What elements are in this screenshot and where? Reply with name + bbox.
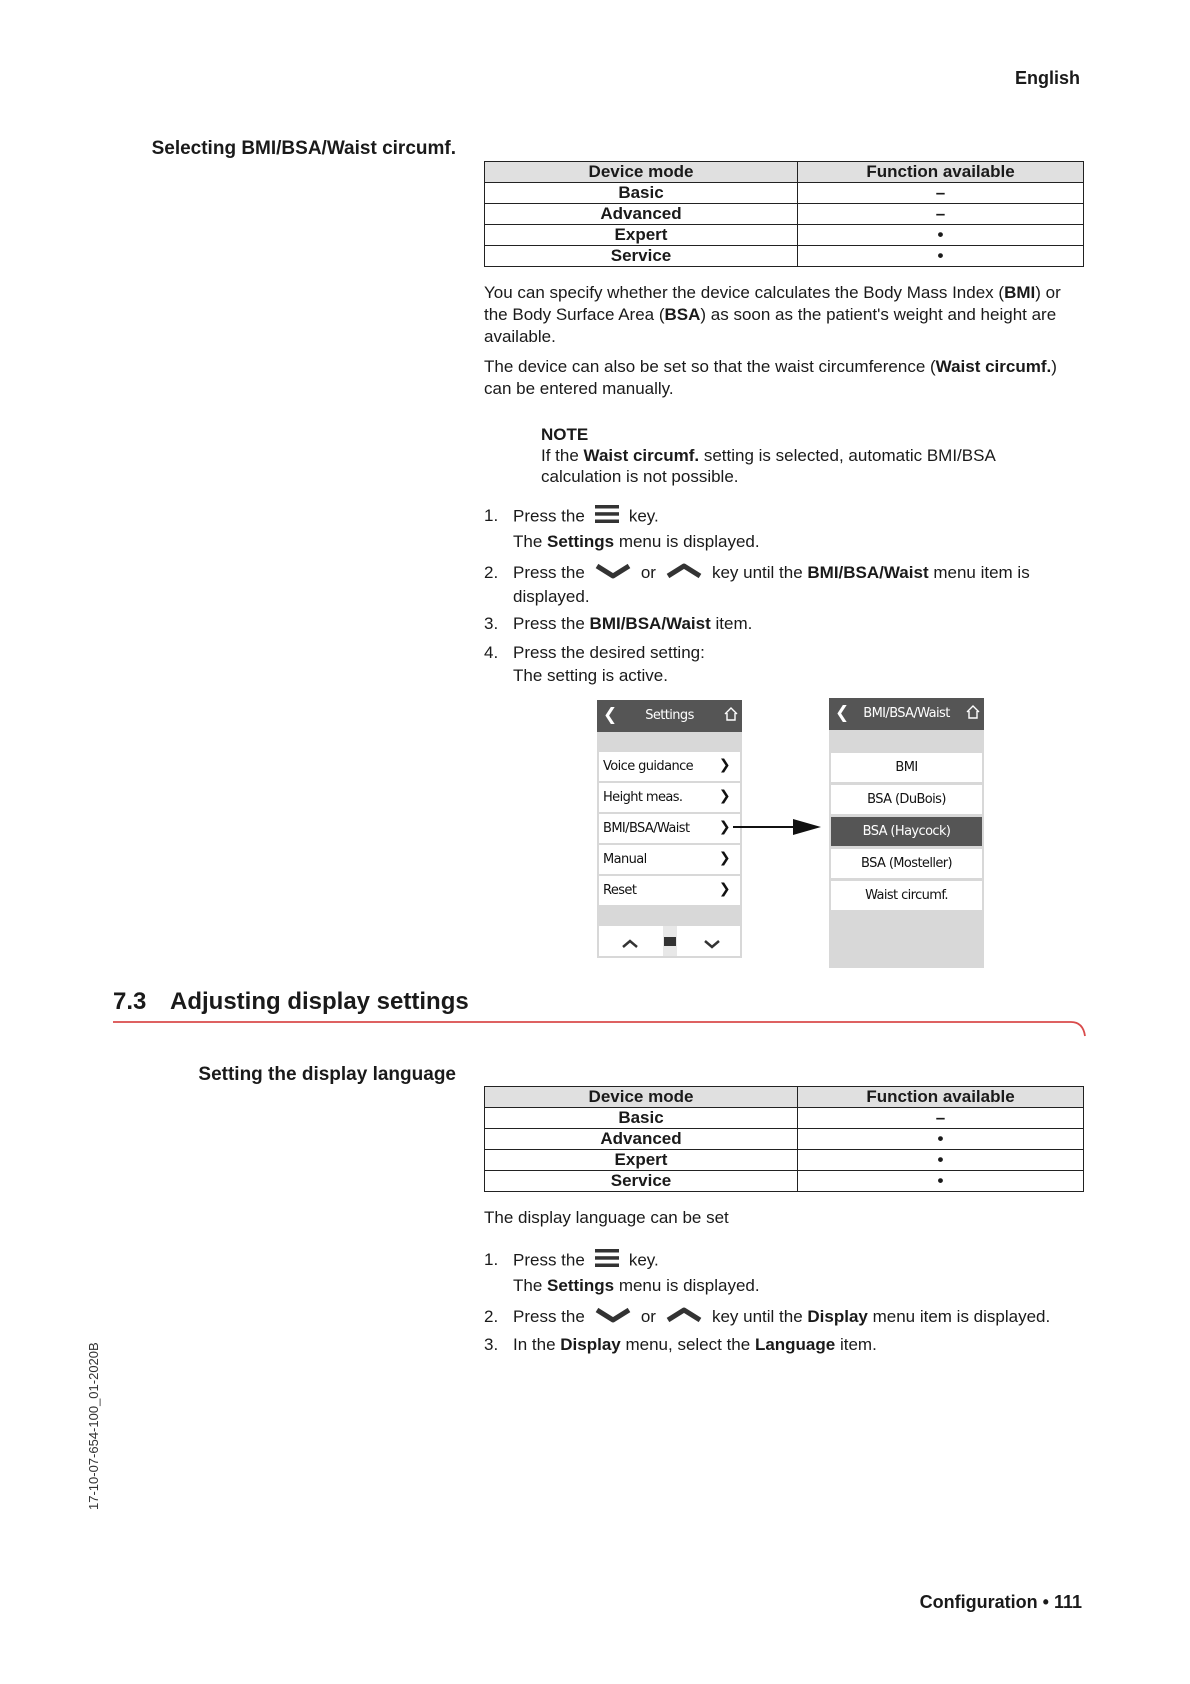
cell-mode: Advanced [485, 204, 798, 225]
device-mode-table-1 [484, 161, 1084, 267]
menu-item-label: Height meas. [603, 790, 683, 805]
text-bold: Language [754, 1335, 836, 1354]
menu-item-label: BMI/BSA/Waist [603, 821, 690, 836]
language-label: English [1014, 68, 1080, 88]
text: Press the [513, 1250, 585, 1270]
table-row [485, 1171, 1084, 1192]
step-number: 1. [484, 506, 499, 525]
settings-screen [597, 700, 742, 958]
scroll-up-icon[interactable] [621, 934, 639, 953]
table-row [485, 204, 1084, 225]
text: or [640, 1307, 656, 1326]
cell-mode: Basic [485, 1108, 798, 1129]
menu-item-manual[interactable] [599, 845, 740, 874]
table-row [485, 183, 1084, 204]
note-box [541, 424, 1061, 487]
text: key until the [711, 563, 808, 582]
text-bold: BMI/BSA/Waist [589, 614, 711, 633]
text: menu is displayed. [614, 1276, 760, 1295]
text: The setting is active. [513, 666, 668, 685]
text: ) can be entered manually. [484, 357, 1057, 398]
text-bold: Waist circumf. [935, 357, 1052, 376]
option-waist-circumf[interactable]: Waist circumf. [831, 881, 982, 910]
step-number: 4. [484, 643, 499, 662]
cell-mode: Basic [485, 183, 798, 204]
language-description: The display language can be set [484, 1208, 729, 1227]
menu-item-label: Manual [603, 852, 647, 867]
table-header-row [485, 1087, 1084, 1108]
page-footer: Configuration • 111 [919, 1592, 1082, 1612]
menu-icon [595, 504, 619, 530]
home-icon[interactable] [966, 705, 980, 723]
cell-mode: Expert [485, 1150, 798, 1171]
text: key until the [711, 1307, 808, 1326]
text: Press the [513, 1307, 585, 1326]
chevron-down-icon [595, 1306, 631, 1329]
text: key. [628, 506, 659, 526]
note-title: NOTE [541, 425, 589, 444]
cell-avail: • [798, 246, 1084, 267]
arrow-icon [733, 819, 823, 835]
cell-mode: Service [485, 246, 798, 267]
cell-mode: Advanced [485, 1129, 798, 1150]
screen-header [829, 698, 984, 730]
chevron-right-icon: ❯ [718, 757, 730, 773]
menu-item-height-meas[interactable] [599, 783, 740, 812]
col-header-function: Function available [798, 162, 1084, 183]
scroll-thumb[interactable] [664, 937, 676, 946]
section-title-language: Setting the display language [198, 1064, 456, 1085]
back-icon[interactable]: ❮ [603, 705, 617, 725]
menu-item-bmi-bsa-waist[interactable] [599, 814, 740, 843]
step-number: 3. [484, 1335, 499, 1354]
document-code: 17-10-07-654-100_01-2020B [86, 1342, 101, 1510]
text-bold: Waist circumf. [583, 446, 700, 465]
cell-avail: • [798, 1171, 1084, 1192]
chevron-up-icon [666, 562, 702, 585]
text: menu item is displayed. [867, 1307, 1051, 1326]
text-bold: Display [560, 1335, 621, 1354]
text: You can specify whether the device calculates the Body Mass Index ( [484, 283, 1005, 302]
step-3 [484, 1333, 1094, 1356]
text: item. [710, 614, 753, 633]
screen-title: BMI/BSA/Waist [863, 706, 950, 721]
text: Press the [513, 506, 585, 526]
text: Press the [513, 614, 590, 633]
option-bsa-dubois[interactable]: BSA (DuBois) [831, 785, 982, 814]
cell-avail: • [798, 1150, 1084, 1171]
cell-avail: – [798, 183, 1084, 204]
text: Press the [513, 563, 585, 582]
cell-avail: – [798, 1108, 1084, 1129]
scroll-bar [599, 926, 740, 956]
step-2 [484, 1305, 1094, 1329]
chevron-right-icon: ❯ [718, 788, 730, 804]
step-1 [484, 1248, 1094, 1297]
text: menu is displayed. [614, 532, 760, 551]
menu-item-label: Reset [603, 883, 637, 898]
table-row [485, 1129, 1084, 1150]
cell-mode: Expert [485, 225, 798, 246]
scroll-down-icon[interactable] [703, 934, 721, 953]
menu-icon [595, 1248, 619, 1274]
text: item. [835, 1335, 877, 1354]
step-4 [484, 641, 1094, 687]
text-bold: BMI [1004, 283, 1036, 302]
bmi-bsa-waist-screen [829, 698, 984, 968]
table-row [485, 225, 1084, 246]
chevron-right-icon: ❯ [718, 850, 730, 866]
step-number: 2. [484, 1307, 499, 1326]
text: The [513, 532, 548, 551]
text: setting is selected, automatic BMI/BSA calculation is not possible. [541, 446, 995, 486]
section-number: 7.3 [113, 988, 147, 1015]
text-bold: Display [807, 1307, 868, 1326]
menu-item-label: Voice guidance [603, 759, 694, 774]
col-header-function: Function available [798, 1087, 1084, 1108]
text: menu item is displayed. [513, 563, 1030, 607]
cell-avail: • [798, 1129, 1084, 1150]
heading-rule [113, 1020, 1088, 1040]
chevron-up-icon [666, 1306, 702, 1329]
option-bsa-mosteller[interactable]: BSA (Mosteller) [831, 849, 982, 878]
waist-description [484, 356, 1084, 400]
cell-mode: Service [485, 1171, 798, 1192]
text: In the [513, 1335, 561, 1354]
option-bsa-haycock[interactable]: BSA (Haycock) [831, 817, 982, 846]
text-bold: BSA [664, 305, 701, 324]
menu-item-reset[interactable] [599, 876, 740, 905]
home-icon[interactable] [724, 707, 738, 725]
step-number: 2. [484, 563, 499, 582]
text: Press the desired setting: [513, 643, 705, 662]
step-number: 3. [484, 614, 499, 633]
text: key. [628, 1250, 659, 1270]
step-1 [484, 504, 1094, 553]
step-2 [484, 561, 1094, 608]
cell-avail: – [798, 204, 1084, 225]
chevron-down-icon [595, 562, 631, 585]
text: The device can also be set so that the waist circumference ( [484, 357, 936, 376]
col-header-device-mode: Device mode [485, 162, 798, 183]
back-icon[interactable]: ❮ [835, 703, 849, 723]
section-title-bmi: Selecting BMI/BSA/Waist circumf. [151, 138, 456, 159]
screen-header [597, 700, 742, 732]
section-heading-text: Adjusting display settings [170, 988, 469, 1015]
text-bold: BMI/BSA/Waist [807, 563, 929, 582]
table-row [485, 1108, 1084, 1129]
text-bold: Settings [547, 1276, 615, 1295]
text-bold: Settings [547, 532, 615, 551]
note-text [541, 445, 1061, 487]
device-mode-table-2 [484, 1086, 1084, 1192]
col-header-device-mode: Device mode [485, 1087, 798, 1108]
text: The [513, 1276, 548, 1295]
step-number: 1. [484, 1250, 499, 1269]
option-bmi[interactable]: BMI [831, 753, 982, 782]
table-row [485, 1150, 1084, 1171]
text: or [640, 563, 656, 582]
section-heading [113, 988, 469, 1016]
chevron-right-icon: ❯ [718, 819, 730, 835]
screen-title: Settings [645, 708, 694, 723]
text: If the [541, 446, 584, 465]
menu-item-voice-guidance[interactable] [599, 752, 740, 781]
table-header-row [485, 162, 1084, 183]
chevron-right-icon: ❯ [718, 881, 730, 897]
bmi-description [484, 282, 1084, 348]
cell-avail: • [798, 225, 1084, 246]
text: ) as soon as the patient's weight and height are available. [484, 305, 1057, 346]
text: menu, select the [620, 1335, 755, 1354]
text: ) or the Body Surface Area ( [484, 283, 1061, 324]
table-row [485, 246, 1084, 267]
step-3 [484, 612, 1094, 635]
